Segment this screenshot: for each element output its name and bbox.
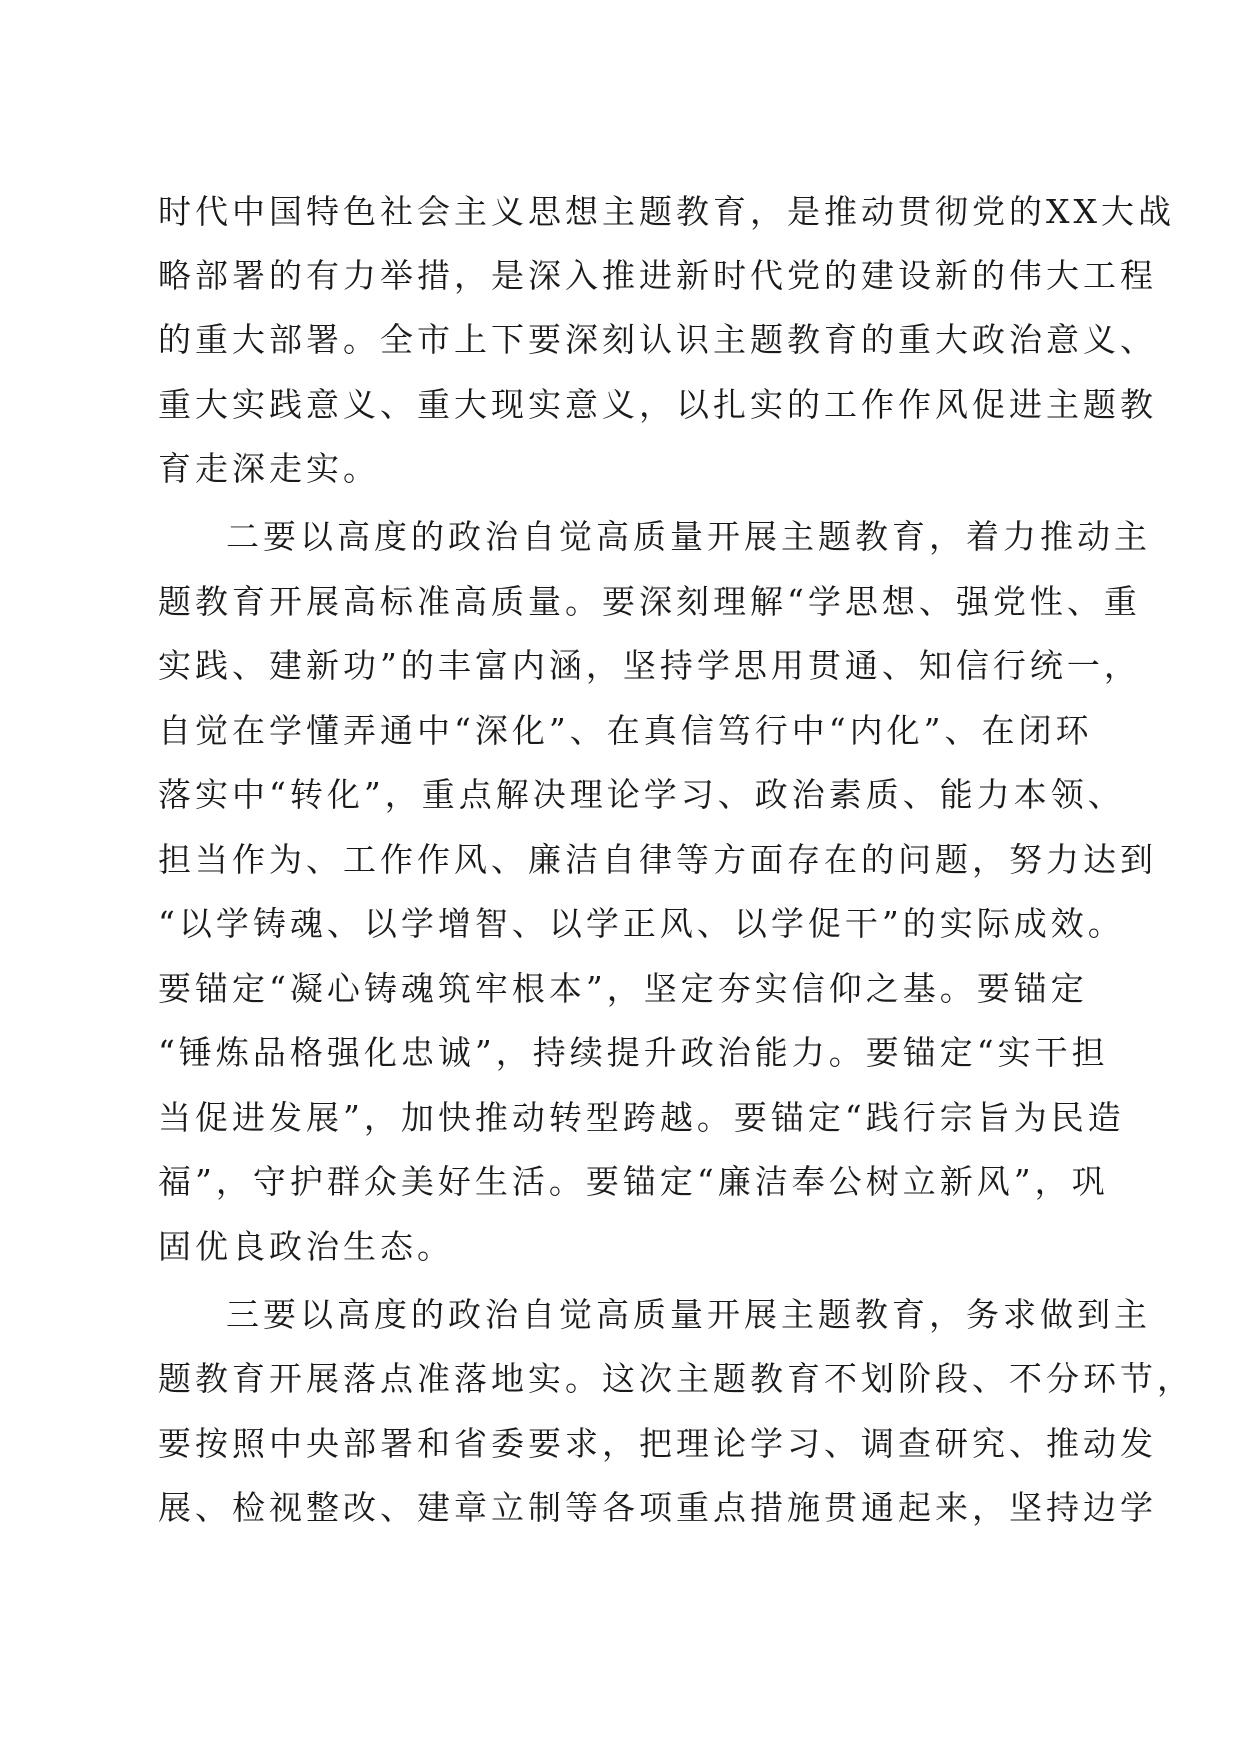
text-line: 二要以高度的政治自觉高质量开展主题教育，着力推动主 [226, 517, 1151, 556]
text-line: 题教育开展落点准落地实。这次主题教育不划阶段、不分环节， [158, 1359, 1194, 1398]
text-line: 要锚定“凝心铸魂筑牢根本”，坚定夯实信仰之基。要锚定 [158, 969, 1088, 1008]
text-line: 三要以高度的政治自觉高质量开展主题教育，务求做到主 [226, 1295, 1151, 1334]
text-line: 自觉在学懂弄通中“深化”、在真信笃行中“内化”、在闭环 [158, 711, 1093, 750]
text-line: “以学铸魂、以学增智、以学正风、以学促干”的实际成效。 [158, 904, 1125, 943]
text-line: 育走深走实。 [158, 449, 380, 488]
text-line: 实践、建新功”的丰富内涵，坚持学思用贯通、知信行统一， [158, 646, 1141, 685]
text-line: “锤炼品格强化忠诚”，持续提升政治能力。要锚定“实干担 [158, 1033, 1109, 1072]
text-line: 要按照中央部署和省委要求，把理论学习、调查研究、推动发 [158, 1424, 1157, 1463]
text-line: 担当作为、工作作风、廉洁自律等方面存在的问题，努力达到 [158, 840, 1157, 879]
text-line: 当促进发展”，加快推动转型跨越。要锚定“践行宗旨为民造 [158, 1098, 1125, 1137]
text-line: 福”，守护群众美好生活。要锚定“廉洁奉公树立新风”，巩 [158, 1162, 1109, 1201]
text-line: 的重大部署。全市上下要深刻认识主题教育的重大政治意义、 [158, 320, 1157, 359]
text-line: 展、检视整改、建章立制等各项重点措施贯通起来，坚持边学 [158, 1488, 1157, 1527]
text-line: 题教育开展高标准高质量。要深刻理解“学思想、强党性、重 [158, 582, 1141, 621]
text-line: 重大实践意义、重大现实意义，以扎实的工作作风促进主题教 [158, 385, 1157, 424]
text-line: 落实中“转化”，重点解决理论学习、政治素质、能力本领、 [158, 775, 1125, 814]
text-line: 固优良政治生态。 [158, 1227, 454, 1266]
text-line: 略部署的有力举措，是深入推进新时代党的建设新的伟大工程 [158, 256, 1157, 295]
text-line: 时代中国特色社会主义思想主题教育，是推动贯彻党的XX大战 [158, 192, 1175, 231]
